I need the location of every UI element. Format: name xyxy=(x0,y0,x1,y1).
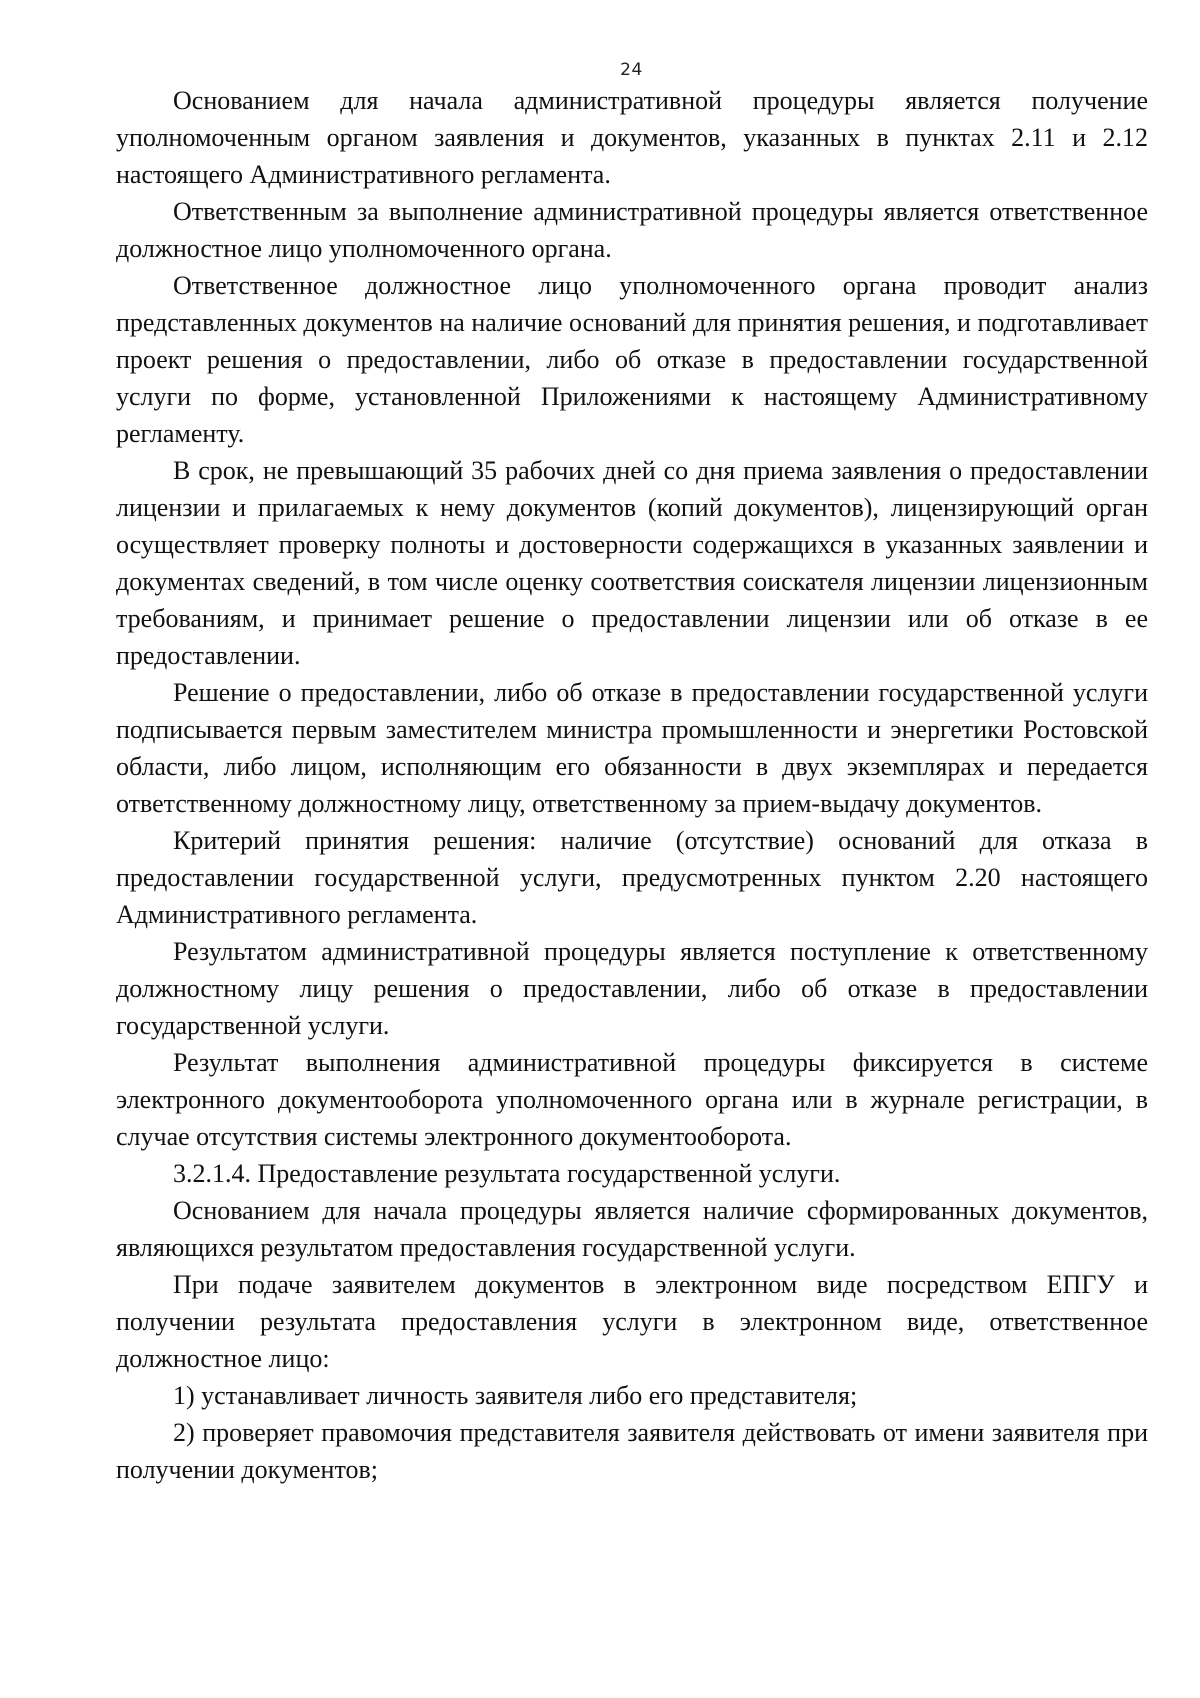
document-body xyxy=(116,82,1148,1488)
paragraph-procedure-result: Результатом административной процедуры является поступление к ответственному должностному лицу решения о предоставлении, либо об отказе в предоставлении государственной услуги. xyxy=(116,937,1148,1040)
paragraph-basis-for-start: Основанием для начала административной процедуры является получение уполномоченным органом заявления и документов, указанных в пунктах 2.11 и 2.12 настоящего Административного регламента. xyxy=(116,86,1148,189)
paragraph-decision-signing: Решение о предоставлении, либо об отказе в предоставлении государственной услуги подписывается первым заместителем министра промышленности и энергетики Ростовской области, либо лицом, исполняющим его обязанности в двух экземплярах и передается ответственному должностному лицу, ответственному за прием-выдачу документов. xyxy=(116,678,1148,818)
paragraph-responsible-person: Ответственным за выполнение административной процедуры является ответственное должностное лицо уполномоченного органа. xyxy=(116,197,1148,263)
list-item-2: 2) проверяет правомочия представителя заявителя действовать от имени заявителя при получении документов; xyxy=(116,1418,1148,1484)
paragraph-result-recording: Результат выполнения административной процедуры фиксируется в системе электронного документооборота уполномоченного органа или в журнале регистрации, в случае отсутствия системы электронного документооборота. xyxy=(116,1048,1148,1151)
page-number: 24 xyxy=(620,60,643,80)
list-item-1: 1) устанавливает личность заявителя либо его представителя; xyxy=(173,1381,858,1410)
paragraph-review-deadline: В срок, не превышающий 35 рабочих дней со дня приема заявления о предоставлении лицензии и прилагаемых к нему документов (копий документов), лицензирующий орган осуществляет проверку полноты и достоверности содержащихся в указанных заявлении и документах сведений, в том числе оценку соответствия соискателя лицензии лицензионным требованиям, и принимает решение о предоставлении лицензии или об отказе в ее предоставлении. xyxy=(116,456,1148,670)
paragraph-analysis-of-documents: Ответственное должностное лицо уполномоченного органа проводит анализ представленных документов на наличие оснований для принятия решения, и подготавливает проект решения о предоставлении, либо об отказе в предоставлении государственной услуги по форме, установленной Приложениями к настоящему Административному регламенту. xyxy=(116,271,1148,448)
paragraph-decision-criterion: Критерий принятия решения: наличие (отсутствие) оснований для отказа в предоставлении государственной услуги, предусмотренных пунктом 2.20 настоящего Административного регламента. xyxy=(116,826,1148,929)
paragraph-basis-for-issuance: Основанием для начала процедуры является наличие сформированных документов, являющихся результатом предоставления государственной услуги. xyxy=(116,1196,1148,1262)
section-heading-3-2-1-4: 3.2.1.4. Предоставление результата государственной услуги. xyxy=(173,1159,841,1188)
paragraph-electronic-submission: При подаче заявителем документов в электронном виде посредством ЕПГУ и получении результата предоставления услуги в электронном виде, ответственное должностное лицо: xyxy=(116,1270,1148,1373)
